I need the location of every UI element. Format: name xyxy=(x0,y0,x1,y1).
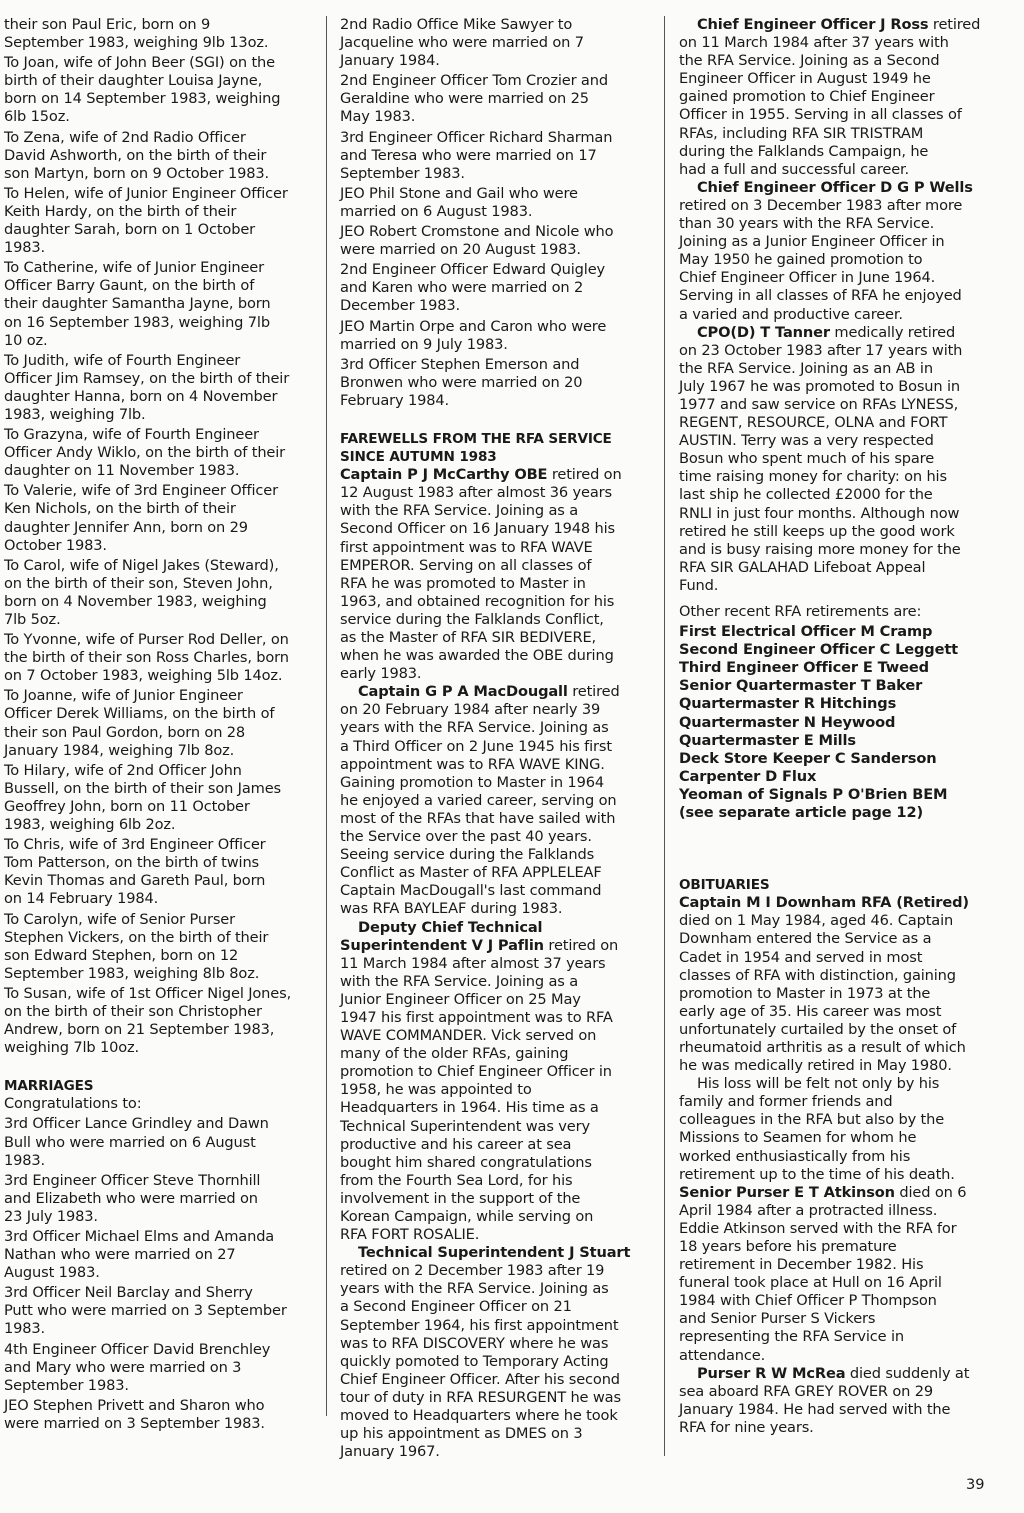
text-line: and Senior Purser S Vickers xyxy=(679,1310,876,1328)
text-line: 7lb 5oz. xyxy=(4,611,61,628)
text-line: a varied and productive career. xyxy=(679,305,903,323)
text-line: early age of 35. His career was most xyxy=(679,1002,942,1020)
text-line: To Zena, wife of 2nd Radio Officer xyxy=(4,128,246,146)
birth-announcement xyxy=(4,631,316,685)
text-line: son Martyn, born on 9 October 1983. xyxy=(4,164,269,182)
text-line: the RFA Service. Joining as an AB in xyxy=(679,359,933,377)
text-line: To Judith, wife of Fourth Engineer xyxy=(4,351,241,369)
text-line: 1983, weighing 7lb. xyxy=(4,405,146,423)
text-line: To Grazyna, wife of Fourth Engineer xyxy=(4,426,259,444)
text-line: Quartermaster R Hitchings xyxy=(679,695,897,713)
entry-downham xyxy=(679,894,991,1184)
text-line: To Hilary, wife of 2nd Officer John xyxy=(4,761,242,779)
text-line: 3rd Engineer Officer Steve Thornhill xyxy=(4,1171,261,1189)
text-line: involvement in the support of the xyxy=(340,1189,581,1207)
birth-announcement xyxy=(4,687,316,759)
marriage-announcement xyxy=(340,223,648,259)
text-line: daughter on 11 November 1983. xyxy=(4,462,240,480)
marriage-announcement xyxy=(4,1115,316,1169)
text-line: February 1984. xyxy=(340,391,449,409)
text-line: daughter Jennifer Ann, born on 29 xyxy=(4,518,248,536)
marriages-heading: MARRIAGES xyxy=(4,1078,94,1095)
entry-macdougall: Captain G P A MacDougall retired on 20 February 1984 after nearly 39 years with the RFA Service. Joining as a Third Officer on 2 June 1945 his first appointment was to RFA WAVE KING. Gaining promotion to Master in 1964 he enjoyed a varied career, serving on most of the RFAs that have sailed with the Service over the past 40 years. Seeing service during the Falklands Conflict as Master of RFA APPLELEAF Captain MacDougall's last command was RFA BAYLEAF during 1983. xyxy=(340,683,648,918)
text-line: 1984 with Chief Officer P Thompson xyxy=(679,1292,937,1310)
text-line: and is busy raising more money for the xyxy=(679,540,961,558)
text-line: 11 March 1984 after almost 37 years xyxy=(340,954,606,972)
marriage-announcement xyxy=(4,1284,316,1338)
birth-announcement xyxy=(4,129,316,183)
text-line: tour of duty in RFA RESURGENT he was xyxy=(340,1388,621,1406)
text-line: were married on 3 September 1983. xyxy=(4,1414,265,1432)
text-line: Officer Barry Gaunt, on the birth of xyxy=(4,277,255,295)
marriage-announcement xyxy=(340,185,648,221)
text-line: and Karen who were married on 2 xyxy=(340,279,584,297)
entry-ross: Chief Engineer Officer J Ross retired on 11 March 1984 after 37 years with the RFA Service. Joining as a Second Engineer Officer in August 1949 he gained promotion to Chief Engineer Officer in 1955. Serving in all classes of RFAs, including RFA SIR TRISTRAM during the Falklands Campaign, he had a full and successful career. xyxy=(679,16,991,179)
text-line: Carpenter D Flux xyxy=(679,767,817,785)
births-list xyxy=(4,16,316,1057)
text-line: most of the RFAs that have sailed with xyxy=(340,809,616,827)
birth-announcement xyxy=(4,352,316,424)
text-line: To Helen, wife of Junior Engineer Officer xyxy=(4,184,288,202)
text-line: 3rd Officer Lance Grindley and Dawn xyxy=(4,1115,269,1133)
text-line: classes of RFA with distinction, gaining xyxy=(679,966,956,984)
text-line: Third Engineer Officer E Tweed xyxy=(679,659,929,677)
birth-announcement xyxy=(4,836,316,908)
text-line: May 1950 he gained promotion to xyxy=(679,251,923,269)
marriage-announcement xyxy=(4,1172,316,1226)
text-line: retired he still keeps up the good work xyxy=(679,522,955,540)
text-line: 2nd Engineer Officer Tom Crozier and xyxy=(340,72,608,90)
text-line: had a full and successful career. xyxy=(679,160,910,178)
text-line: years with the RFA Service. Joining as xyxy=(340,1280,609,1298)
text-line: September 1983. xyxy=(4,1376,129,1394)
text-line: he enjoyed a varied career, serving on xyxy=(340,791,617,809)
text-line: early 1983. xyxy=(340,665,422,683)
text-line: Yeoman of Signals P O'Brien BEM xyxy=(679,785,948,803)
text-line: born on 4 November 1983, weighing xyxy=(4,592,267,610)
text-line: he was medically retired in May 1980. xyxy=(679,1057,952,1075)
text-line: September 1983, weighing 8lb 8oz. xyxy=(4,964,260,982)
text-line: gained promotion to Chief Engineer xyxy=(679,88,935,106)
text-line: on 20 February 1984 after nearly 39 xyxy=(340,701,601,719)
text-line: January 1984. xyxy=(340,52,440,70)
marriage-announcement xyxy=(4,1341,316,1395)
text-line: 18 years before his premature xyxy=(679,1238,897,1255)
marriage-announcement xyxy=(340,72,648,126)
text-line: January 1984. He had served with the xyxy=(679,1400,951,1418)
text-line: Stephen Vickers, on the birth of their xyxy=(4,928,269,946)
text-line: was to RFA DISCOVERY where he was xyxy=(340,1334,609,1352)
text-line: and Elizabeth who were married on xyxy=(4,1189,258,1207)
text-line: Quartermaster E Mills xyxy=(679,731,856,749)
text-line: Conflict as Master of RFA APPLELEAF xyxy=(340,864,602,882)
text-line: Andrew, born on 21 September 1983, xyxy=(4,1021,275,1039)
text-line: daughter Hanna, born on 4 November xyxy=(4,387,278,405)
text-line: bought him shared congratulations xyxy=(340,1153,592,1171)
text-line: on the birth of their son, Steven John, xyxy=(4,574,273,592)
text-line: RFA for nine years. xyxy=(679,1418,814,1436)
entry-name: Deputy Chief Technical xyxy=(358,918,543,936)
column-left xyxy=(4,16,316,1435)
text-line: on 23 October 1983 after 17 years with xyxy=(679,341,963,359)
text-line: 1983. xyxy=(4,239,46,257)
text-line: 2nd Radio Office Mike Sawyer to xyxy=(340,16,573,33)
text-line: AUSTIN. Terry was a very respected xyxy=(679,432,934,450)
birth-announcement xyxy=(4,911,316,983)
text-line: WAVE COMMANDER. Vick served on xyxy=(340,1027,597,1045)
entry-name: Captain M I Downham RFA (Retired) xyxy=(679,894,969,912)
other-retirements-list xyxy=(679,623,991,822)
text-line: during the Falklands Campaign, he xyxy=(679,142,929,160)
text-line: Eddie Atkinson served with the RFA for xyxy=(679,1219,957,1237)
text-line: service during the Falklands Conflict, xyxy=(340,610,604,628)
text-line: Gaining promotion to Master in 1964 xyxy=(340,773,604,791)
text-line: To Yvonne, wife of Purser Rod Deller, on xyxy=(4,631,289,649)
text-line: Headquarters in 1964. His time as a xyxy=(340,1099,599,1117)
text-line: 1983, weighing 6lb 2oz. xyxy=(4,816,176,834)
entry-name: Chief Engineer Officer D G P Wells xyxy=(697,178,973,196)
text-line: August 1983. xyxy=(4,1264,100,1282)
birth-announcement xyxy=(4,259,316,349)
text-line: May 1983. xyxy=(340,108,416,126)
text-line: Kevin Thomas and Gareth Paul, born xyxy=(4,872,266,890)
text-line: and Mary who were married on 3 xyxy=(4,1358,242,1376)
text-line: retired on 2 December 1983 after 19 xyxy=(340,1262,605,1280)
text-line: July 1967 he was promoted to Bosun in xyxy=(679,377,960,395)
entry-name: Purser R W McRea xyxy=(697,1364,846,1382)
text-line: with the RFA Service. Joining as a xyxy=(340,972,578,990)
text-line: 3rd Engineer Officer Richard Sharman xyxy=(340,128,613,146)
entry-mcrea: Purser R W McRea died suddenly at sea aboard RFA GREY ROVER on 29 January 1984. He had served with the RFA for nine years. xyxy=(679,1365,991,1437)
text-line: Second Engineer Officer C Leggett xyxy=(679,641,958,659)
text-line: representing the RFA Service in xyxy=(679,1328,904,1346)
text-line: September 1964, his first appointment xyxy=(340,1316,619,1334)
text-line: September 1983. xyxy=(340,164,465,182)
entry-name: Captain P J McCarthy OBE xyxy=(340,466,548,484)
text-line: from the Fourth Sea Lord, for his xyxy=(340,1171,573,1189)
marriage-announcement xyxy=(340,318,648,354)
entry-name: CPO(D) T Tanner xyxy=(697,323,830,341)
text-line: Second Officer on 16 January 1948 his xyxy=(340,520,615,538)
text-line: daughter Sarah, born on 1 October xyxy=(4,221,256,239)
text-line: To Susan, wife of 1st Officer Nigel Jones, xyxy=(4,984,292,1002)
text-line: their daughter Samantha Jayne, born xyxy=(4,295,271,313)
text-line: Officer Jim Ramsey, on the birth of their xyxy=(4,369,290,387)
marriages-list xyxy=(4,1115,316,1433)
text-line: Deck Store Keeper C Sanderson xyxy=(679,749,937,767)
text-line: were married on 20 August 1983. xyxy=(340,241,581,259)
text-line: their son Paul Eric, born on 9 xyxy=(4,16,211,33)
text-line: 6lb 15oz. xyxy=(4,108,70,126)
text-line: Serving in all classes of RFA he enjoyed xyxy=(679,287,962,305)
text-line: Officer Andy Wiklo, on the birth of their xyxy=(4,444,286,462)
text-line: a Third Officer on 2 June 1945 his first xyxy=(340,737,612,755)
text-line: 3rd Officer Stephen Emerson and xyxy=(340,355,580,373)
text-line: REGENT, RESOURCE, OLNA and FORT xyxy=(679,414,948,432)
text-line: worked enthusiastically from his xyxy=(679,1147,911,1165)
text-line: (see separate article page 12) xyxy=(679,804,923,822)
text-line: To Valerie, wife of 3rd Engineer Officer xyxy=(4,482,278,500)
text-line: To Carolyn, wife of Senior Purser xyxy=(4,910,235,928)
other-retirements-intro: Other recent RFA retirements are: xyxy=(679,603,922,620)
obituaries-heading: OBITUARIES xyxy=(679,877,770,894)
entry-name: Technical Superintendent J Stuart xyxy=(358,1244,631,1262)
text-line: on 7 October 1983, weighing 5lb 14oz. xyxy=(4,667,283,685)
birth-announcement xyxy=(4,426,316,480)
text-line: JEO Stephen Privett and Sharon who xyxy=(4,1396,265,1414)
text-line: attendance. xyxy=(679,1346,766,1364)
text-line: Chief Engineer Officer. After his second xyxy=(340,1370,620,1388)
text-line: RFAs, including RFA SIR TRISTRAM xyxy=(679,124,924,142)
text-line: 1958, he was appointed to xyxy=(340,1081,532,1099)
text-line: up his appointment as DMES on 3 xyxy=(340,1425,583,1443)
marriage-announcement xyxy=(340,261,648,315)
text-line: January 1984, weighing 7lb 8oz. xyxy=(4,741,235,759)
text-line: April 1984 after a protracted illness. xyxy=(679,1201,938,1219)
entry-paflin: Deputy Chief Technical Superintendent V J Paflin retired on 11 March 1984 after almost 37 years with the RFA Service. Joining as a Junior Engineer Officer on 25 May 1947 his first appointment was to RFA WAVE COMMANDER. Vick served on many of the older RFAs, gaining promotion to Chief Engineer Officer in 1958, he was appointed to Headquarters in 1964. His time as a Technical Superintendent was very productive and his career at sea bought him shared congratulations from the Fourth Sea Lord, for his involvement in the support of the Korean Campaign, while serving on RFA FORT ROSALIE. xyxy=(340,919,648,1245)
text-line: and Teresa who were married on 17 xyxy=(340,146,597,164)
text-line: Keith Hardy, on the birth of their xyxy=(4,202,237,220)
text-line: their son Paul Gordon, born on 28 xyxy=(4,723,246,741)
text-line: years with the RFA Service. Joining as xyxy=(340,719,609,737)
entry-stuart xyxy=(340,1244,648,1461)
entry-tanner: CPO(D) T Tanner medically retired on 23 October 1983 after 17 years with the RFA Service. Joining as an AB in July 1967 he was promoted to Bosun in 1977 and saw service on RFAs LYNESS, REGENT, RESOURCE, OLNA and FORT AUSTIN. Terry was a very respected Bosun who spent much of his spare time raising money for charity: on his last ship he collected £2000 for the RNLI in just four months. Although now retired he still keeps up the good work and is busy raising more money for the RFA SIR GALAHAD Lifeboat Appeal Fund. xyxy=(679,324,991,595)
text-line: Tom Patterson, on the birth of twins xyxy=(4,854,259,872)
text-line: JEO Robert Cromstone and Nicole who xyxy=(340,223,614,241)
text-line: Geraldine who were married on 25 xyxy=(340,90,589,108)
text-line: retirement in December 1982. His xyxy=(679,1256,924,1274)
birth-announcement xyxy=(4,185,316,257)
entry-wells xyxy=(679,179,991,324)
marriage-announcement xyxy=(340,16,648,70)
marriage-announcement xyxy=(4,1228,316,1282)
text-line: To Carol, wife of Nigel Jakes (Steward), xyxy=(4,556,279,574)
birth-announcement xyxy=(4,54,316,126)
text-line: Officer in 1955. Serving in all classes of xyxy=(679,106,962,124)
text-line: productive and his career at sea xyxy=(340,1135,572,1153)
marriage-announcement xyxy=(340,356,648,410)
text-line: Jacqueline who were married on 7 xyxy=(340,34,584,52)
text-line: 1963, and obtained recognition for his xyxy=(340,592,615,610)
text-line: Engineer Officer in August 1949 he xyxy=(679,70,931,88)
text-line: retirement up to the time of his death. xyxy=(679,1165,955,1183)
text-line: To Joan, wife of John Beer (SGI) on the xyxy=(4,54,275,72)
text-line: birth of their daughter Louisa Jayne, xyxy=(4,72,263,90)
text-line: Bronwen who were married on 20 xyxy=(340,373,583,391)
text-line: January 1967. xyxy=(340,1443,440,1461)
column-divider xyxy=(326,16,327,1416)
text-line: Nathan who were married on 27 xyxy=(4,1246,236,1264)
text-line: 3rd Officer Neil Barclay and Sherry xyxy=(4,1284,253,1302)
text-line: 23 July 1983. xyxy=(4,1207,98,1225)
text-line: RFA FORT ROSALIE. xyxy=(340,1226,480,1244)
text-line: first appointment was to RFA WAVE xyxy=(340,538,593,556)
text-line: family and former friends and xyxy=(679,1093,893,1111)
marriage-announcement xyxy=(4,1397,316,1433)
text-line: when he was awarded the OBE during xyxy=(340,647,614,665)
text-line: the RFA Service. Joining as a Second xyxy=(679,52,940,70)
text-line: 2nd Engineer Officer Edward Quigley xyxy=(340,261,606,279)
text-line: JEO Phil Stone and Gail who were xyxy=(340,184,578,202)
text-line: unfortunately curtailed by the onset of xyxy=(679,1020,957,1038)
entry-name: Senior Purser E T Atkinson xyxy=(679,1183,895,1201)
text-line: Missions to Seamen for whom he xyxy=(679,1129,917,1147)
text-line: than 30 years with the RFA Service. xyxy=(679,215,935,233)
text-line: promotion to Chief Engineer Officer in xyxy=(340,1063,612,1081)
text-line: Joining as a Junior Engineer Officer in xyxy=(679,233,945,251)
text-line: To Catherine, wife of Junior Engineer xyxy=(4,259,264,277)
text-line: 3rd Officer Michael Elms and Amanda xyxy=(4,1228,275,1245)
text-line: Junior Engineer Officer on 25 May xyxy=(340,990,581,1008)
column-right xyxy=(679,16,991,1437)
text-line: many of the older RFAs, gaining xyxy=(340,1045,569,1063)
text-line: Captain MacDougall's last command xyxy=(340,882,602,900)
text-line: Quartermaster N Heywood xyxy=(679,713,896,731)
text-line: 1977 and saw service on RFAs LYNESS, xyxy=(679,395,959,413)
text-line: appointment was to RFA WAVE KING. xyxy=(340,755,605,773)
marriages-list-continued xyxy=(340,16,648,410)
text-line: promotion to Master in 1973 at the xyxy=(679,984,931,1002)
text-line: Bussell, on the birth of their son James xyxy=(4,779,281,797)
text-line: October 1983. xyxy=(4,536,107,554)
text-line: Seeing service during the Falklands xyxy=(340,846,595,864)
text-line: 1983. xyxy=(4,1151,46,1169)
column-middle xyxy=(340,16,648,1461)
text-line: Fund. xyxy=(679,576,719,594)
birth-announcement xyxy=(4,985,316,1057)
text-line: September 1983, weighing 9lb 13oz. xyxy=(4,34,269,52)
text-line: His loss will be felt not only by his xyxy=(697,1075,940,1093)
text-line: To Chris, wife of 3rd Engineer Officer xyxy=(4,836,266,854)
text-line: was RFA BAYLEAF during 1983. xyxy=(340,900,563,918)
text-line: First Electrical Officer M Cramp xyxy=(679,623,933,641)
entry-name: Chief Engineer Officer J Ross xyxy=(697,16,929,33)
text-line: Senior Quartermaster T Baker xyxy=(679,677,923,695)
text-line: David Ashworth, on the birth of their xyxy=(4,146,267,164)
text-line: son Edward Stephen, born on 12 xyxy=(4,946,239,964)
text-line: on 11 March 1984 after 37 years with xyxy=(679,34,949,52)
text-line: 1983. xyxy=(4,1320,46,1338)
entry-mccarthy: Captain P J McCarthy OBE retired on 12 August 1983 after almost 36 years with the RFA Service. Joining as a Second Officer on 16 January 1948 his first appointment was to RFA WAVE EMPEROR. Serving on all classes of RFA he was promoted to Master in 1963, and obtained recognition for his service during the Falklands Conflict, as the Master of RFA SIR BEDIVERE, when he was awarded the OBE during early 1983. xyxy=(340,466,648,683)
marriages-intro: Congratulations to: xyxy=(4,1095,142,1113)
birth-announcement xyxy=(4,762,316,834)
text-line: on the birth of their son Christopher xyxy=(4,1002,262,1020)
text-line: December 1983. xyxy=(340,297,460,315)
text-line: weighing 7lb 10oz. xyxy=(4,1039,140,1057)
text-line: Bull who were married on 6 August xyxy=(4,1133,256,1151)
text-line: Officer Derek Williams, on the birth of xyxy=(4,705,275,723)
text-line: Downham entered the Service as a xyxy=(679,930,932,948)
text-line: last ship he collected £2000 for the xyxy=(679,486,933,504)
text-line: Putt who were married on 3 September xyxy=(4,1302,287,1320)
birth-announcement xyxy=(4,16,316,52)
text-line: Chief Engineer Officer in June 1964. xyxy=(679,269,936,287)
birth-announcement xyxy=(4,482,316,554)
text-line: Cadet in 1954 and served in most xyxy=(679,948,923,966)
entry-atkinson: Senior Purser E T Atkinson died on 6 April 1984 after a protracted illness. Eddie Atkinson served with the RFA for 18 years before his premature retirement in December 1982. His funeral took place at Hull on 16 April 1984 with Chief Officer P Thompson and Senior Purser S Vickers representing the RFA Service in attendance. xyxy=(679,1184,991,1365)
text-line: retired on 3 December 1983 after more xyxy=(679,196,963,214)
text-line: born on 14 September 1983, weighing xyxy=(4,90,281,108)
text-line: funeral took place at Hull on 16 April xyxy=(679,1274,942,1292)
text-line: married on 9 July 1983. xyxy=(340,335,508,353)
text-line: with the RFA Service. Joining as a xyxy=(340,502,578,520)
text-line: To Joanne, wife of Junior Engineer xyxy=(4,687,243,705)
text-line: Geoffrey John, born on 11 October xyxy=(4,797,250,815)
text-line: 4th Engineer Officer David Brenchley xyxy=(4,1340,271,1358)
text-line: RFA SIR GALAHAD Lifeboat Appeal xyxy=(679,558,926,576)
text-line: the Service over the past 40 years. xyxy=(340,828,592,846)
text-line: 12 August 1983 after almost 36 years xyxy=(340,484,612,502)
entry-name: Captain G P A MacDougall xyxy=(358,683,568,701)
text-line: married on 6 August 1983. xyxy=(340,202,533,220)
text-line: Technical Superintendent was very xyxy=(340,1117,590,1135)
text-line: on 14 February 1984. xyxy=(4,890,159,908)
text-line: JEO Martin Orpe and Caron who were xyxy=(340,317,607,335)
text-line: colleagues in the RFA but also by the xyxy=(679,1111,945,1129)
text-line: as the Master of RFA SIR BEDIVERE, xyxy=(340,629,596,646)
text-line: Ken Nichols, on the birth of their xyxy=(4,500,236,518)
text-line: rheumatoid arthritis as a result of which xyxy=(679,1038,966,1056)
column-divider xyxy=(664,16,665,1456)
page-number: 39 xyxy=(966,1476,985,1493)
text-line: RNLI in just four months. Although now xyxy=(679,504,960,522)
text-line: moved to Headquarters where he took xyxy=(340,1407,618,1425)
text-line: time raising money for charity: on his xyxy=(679,468,947,486)
text-line: the birth of their son Ross Charles, born xyxy=(4,649,289,667)
text-line: died on 1 May 1984, aged 46. Captain xyxy=(679,912,954,930)
text-line: 10 oz. xyxy=(4,331,48,349)
farewells-heading: FAREWELLS FROM THE RFA SERVICE SINCE AUTUMN 1983 xyxy=(340,430,612,466)
text-line: 1947 his first appointment was to RFA xyxy=(340,1008,613,1026)
marriage-announcement xyxy=(340,129,648,183)
text-line: sea aboard RFA GREY ROVER on 29 xyxy=(679,1382,934,1400)
text-line: Bosun who spent much of his spare xyxy=(679,450,935,468)
text-line: Korean Campaign, while serving on xyxy=(340,1208,594,1225)
text-line: quickly pomoted to Temporary Acting xyxy=(340,1352,609,1370)
text-line: a Second Engineer Officer on 21 xyxy=(340,1298,572,1316)
text-line: RFA he was promoted to Master in xyxy=(340,574,586,592)
text-line: EMPEROR. Serving on all classes of xyxy=(340,556,592,574)
birth-announcement xyxy=(4,557,316,629)
text-line: on 16 September 1983, weighing 7lb xyxy=(4,313,270,331)
